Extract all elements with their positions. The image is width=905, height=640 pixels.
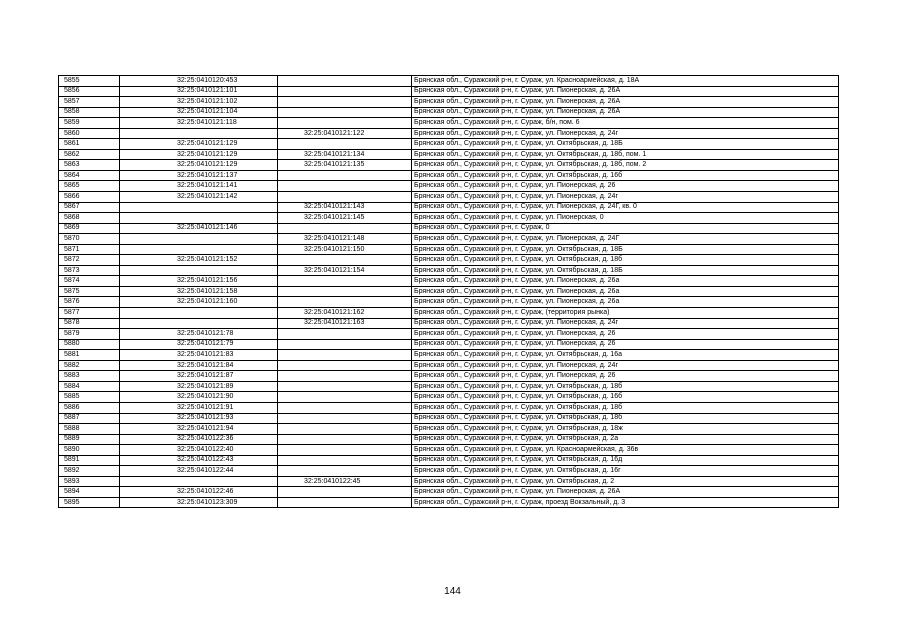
table-row [59,381,839,392]
cadastral-number-cell [120,476,278,487]
parent-cadastral-number-cell [278,466,412,477]
table-row [59,360,839,371]
address-cell: Брянская обл., Суражский р-н, г. Сураж, ул. Пионерская, д. 26А [412,86,839,97]
cadastral-number-cell: 32:25:0410121:90 [120,392,278,403]
row-number-cell: 5857 [59,97,120,108]
parent-cadastral-number-cell [278,413,412,424]
address-cell: Брянская обл., Суражский р-н, г. Сураж, ул. Пионерская, д. 26а [412,276,839,287]
address-cell: Брянская обл., Суражский р-н, г. Сураж, проезд Вокзальный, д. 3 [412,497,839,508]
table-row [59,107,839,118]
cadastral-number-cell [120,213,278,224]
table-row [59,149,839,160]
address-cell: Брянская обл., Суражский р-н, г. Сураж, ул. Октябрьская, д. 16д [412,455,839,466]
row-number-cell: 5886 [59,402,120,413]
address-cell: Брянская обл., Суражский р-н, г. Сураж, ул. Октябрьская, д. 2а [412,434,839,445]
parent-cadastral-number-cell [278,76,412,87]
cadastral-number-cell: 32:25:0410121:91 [120,402,278,413]
cadastral-number-cell: 32:25:0410120:453 [120,76,278,87]
row-number-cell: 5874 [59,276,120,287]
table-row [59,255,839,266]
table-row [59,118,839,129]
address-cell: Брянская обл., Суражский р-н, г. Сураж, ул. Пионерская, д. 24г [412,192,839,203]
row-number-cell: 5892 [59,466,120,477]
table-row [59,497,839,508]
row-number-cell: 5880 [59,339,120,350]
parent-cadastral-number-cell [278,276,412,287]
cadastral-number-cell [120,318,278,329]
cadastral-number-cell [120,234,278,245]
row-number-cell: 5871 [59,244,120,255]
parent-cadastral-number-cell [278,255,412,266]
table-row [59,139,839,150]
parent-cadastral-number-cell: 32:25:0410121:150 [278,244,412,255]
cadastral-number-cell: 32:25:0410121:160 [120,297,278,308]
parent-cadastral-number-cell [278,339,412,350]
cadastral-number-cell: 32:25:0410122:44 [120,466,278,477]
cadastral-number-cell: 32:25:0410121:137 [120,170,278,181]
address-cell: Брянская обл., Суражский р-н, г. Сураж, ул. Пионерская, д. 24Г, кв. 0 [412,202,839,213]
cadastral-number-cell: 32:25:0410121:141 [120,181,278,192]
cadastral-table-body [59,76,839,508]
row-number-cell: 5870 [59,234,120,245]
table-row [59,76,839,87]
table-row [59,424,839,435]
table-row [59,318,839,329]
table-row [59,202,839,213]
table-row [59,413,839,424]
parent-cadastral-number-cell: 32:25:0410121:134 [278,149,412,160]
parent-cadastral-number-cell [278,118,412,129]
table-row [59,392,839,403]
page-number: 144 [444,586,461,597]
cadastral-number-cell: 32:25:0410121:87 [120,371,278,382]
parent-cadastral-number-cell [278,170,412,181]
row-number-cell: 5868 [59,213,120,224]
parent-cadastral-number-cell: 32:25:0410121:163 [278,318,412,329]
parent-cadastral-number-cell [278,181,412,192]
parent-cadastral-number-cell [278,402,412,413]
cadastral-number-cell: 32:25:0410122:40 [120,445,278,456]
table-row [59,350,839,361]
cadastral-number-cell: 32:25:0410121:83 [120,350,278,361]
address-cell: Брянская обл., Суражский р-н, г. Сураж, ул. Октябрьская, д. 2 [412,476,839,487]
row-number-cell: 5878 [59,318,120,329]
parent-cadastral-number-cell [278,139,412,150]
cadastral-number-cell: 32:25:0410121:152 [120,255,278,266]
row-number-cell: 5872 [59,255,120,266]
cadastral-number-cell: 32:25:0410121:102 [120,97,278,108]
parent-cadastral-number-cell [278,371,412,382]
parent-cadastral-number-cell [278,297,412,308]
table-row [59,487,839,498]
address-cell: Брянская обл., Суражский р-н, г. Сураж, ул. Пионерская, д. 26 [412,371,839,382]
parent-cadastral-number-cell: 32:25:0410121:148 [278,234,412,245]
parent-cadastral-number-cell: 32:25:0410121:162 [278,308,412,319]
table-row [59,192,839,203]
row-number-cell: 5865 [59,181,120,192]
address-cell: Брянская обл., Суражский р-н, г. Сураж, ул. Пионерская, д. 26А [412,487,839,498]
table-row [59,308,839,319]
table-row [59,434,839,445]
cadastral-number-cell [120,202,278,213]
table-row [59,297,839,308]
address-cell: Брянская обл., Суражский р-н, г. Сураж, ул. Октябрьская, д. 18б [412,413,839,424]
table-row [59,286,839,297]
table-row [59,181,839,192]
cadastral-number-cell: 32:25:0410121:129 [120,139,278,150]
row-number-cell: 5888 [59,424,120,435]
row-number-cell: 5889 [59,434,120,445]
parent-cadastral-number-cell: 32:25:0410121:154 [278,265,412,276]
parent-cadastral-number-cell [278,445,412,456]
row-number-cell: 5858 [59,107,120,118]
address-cell: Брянская обл., Суражский р-н, г. Сураж, ул. Пионерская, д. 26А [412,97,839,108]
parent-cadastral-number-cell [278,487,412,498]
address-cell: Брянская обл., Суражский р-н, г. Сураж, ул. Октябрьская, д. 18б, пом. 2 [412,160,839,171]
cadastral-number-cell: 32:25:0410121:129 [120,149,278,160]
address-cell: Брянская обл., Суражский р-н, г. Сураж, ул. Пионерская, д. 26а [412,286,839,297]
parent-cadastral-number-cell [278,434,412,445]
parent-cadastral-number-cell [278,97,412,108]
row-number-cell: 5882 [59,360,120,371]
address-cell: Брянская обл., Суражский р-н, г. Сураж, ул. Пионерская, д. 24г [412,360,839,371]
cadastral-number-cell: 32:25:0410121:89 [120,381,278,392]
cadastral-number-cell [120,128,278,139]
parent-cadastral-number-cell [278,86,412,97]
row-number-cell: 5876 [59,297,120,308]
address-cell: Брянская обл., Суражский р-н, г. Сураж, ул. Пионерская, д. 26 [412,329,839,340]
parent-cadastral-number-cell [278,286,412,297]
parent-cadastral-number-cell [278,424,412,435]
parent-cadastral-number-cell [278,329,412,340]
row-number-cell: 5863 [59,160,120,171]
row-number-cell: 5891 [59,455,120,466]
row-number-cell: 5887 [59,413,120,424]
address-cell: Брянская обл., Суражский р-н, г. Сураж, ул. Пионерская, д. 26а [412,297,839,308]
row-number-cell: 5877 [59,308,120,319]
parent-cadastral-number-cell: 32:25:0410121:145 [278,213,412,224]
cadastral-number-cell [120,265,278,276]
cadastral-number-cell: 32:25:0410121:129 [120,160,278,171]
table-row [59,276,839,287]
row-number-cell: 5895 [59,497,120,508]
cadastral-number-cell: 32:25:0410122:46 [120,487,278,498]
address-cell: Брянская обл., Суражский р-н, г. Сураж, ул. Пионерская, 0 [412,213,839,224]
row-number-cell: 5893 [59,476,120,487]
parent-cadastral-number-cell [278,107,412,118]
row-number-cell: 5873 [59,265,120,276]
cadastral-number-cell: 32:25:0410121:158 [120,286,278,297]
address-cell: Брянская обл., Суражский р-н, г. Сураж, ул. Октябрьская, д. 16а [412,350,839,361]
row-number-cell: 5861 [59,139,120,150]
table-row [59,97,839,108]
table-row [59,244,839,255]
cadastral-number-cell: 32:25:0410121:146 [120,223,278,234]
parent-cadastral-number-cell: 32:25:0410122:45 [278,476,412,487]
address-cell: Брянская обл., Суражский р-н, г. Сураж, ул. Пионерская, д. 26А [412,107,839,118]
table-row [59,371,839,382]
parent-cadastral-number-cell: 32:25:0410121:122 [278,128,412,139]
address-cell: Брянская обл., Суражский р-н, г. Сураж, ул. Октябрьская, д. 18б [412,381,839,392]
address-cell: Брянская обл., Суражский р-н, г. Сураж, ул. Пионерская, д. 26 [412,181,839,192]
cadastral-number-cell: 32:25:0410121:93 [120,413,278,424]
row-number-cell: 5884 [59,381,120,392]
address-cell: Брянская обл., Суражский р-н, г. Сураж, ул. Октябрьская, д. 18б [412,255,839,266]
row-number-cell: 5890 [59,445,120,456]
cadastral-number-cell: 32:25:0410121:156 [120,276,278,287]
cadastral-number-cell: 32:25:0410123:309 [120,497,278,508]
table-row [59,170,839,181]
cadastral-number-cell: 32:25:0410122:43 [120,455,278,466]
row-number-cell: 5867 [59,202,120,213]
address-cell: Брянская обл., Суражский р-н, г. Сураж, ул. Красноармейская, д. 36в [412,445,839,456]
address-cell: Брянская обл., Суражский р-н, г. Сураж, ул. Октябрьская, д. 16б [412,392,839,403]
cadastral-number-cell: 32:25:0410121:79 [120,339,278,350]
parent-cadastral-number-cell: 32:25:0410121:135 [278,160,412,171]
table-row [59,265,839,276]
table-row [59,213,839,224]
row-number-cell: 5855 [59,76,120,87]
cadastral-table [58,75,839,508]
address-cell: Брянская обл., Суражский р-н, г. Сураж, ул. Октябрьская, д. 18ж [412,424,839,435]
address-cell: Брянская обл., Суражский р-н, г. Сураж, ул. Пионерская, д. 24г [412,318,839,329]
table-row [59,466,839,477]
table-row [59,160,839,171]
table-row [59,329,839,340]
cadastral-number-cell: 32:25:0410121:142 [120,192,278,203]
address-cell: Брянская обл., Суражский р-н, г. Сураж, ул. Октябрьская, д. 18б, пом. 1 [412,149,839,160]
address-cell: Брянская обл., Суражский р-н, г. Сураж, б/н, пом. 6 [412,118,839,129]
table-row [59,86,839,97]
table-row [59,476,839,487]
cadastral-number-cell: 32:25:0410122:36 [120,434,278,445]
cadastral-number-cell [120,308,278,319]
cadastral-number-cell: 32:25:0410121:104 [120,107,278,118]
row-number-cell: 5879 [59,329,120,340]
parent-cadastral-number-cell [278,381,412,392]
table-row [59,445,839,456]
table-row [59,402,839,413]
row-number-cell: 5883 [59,371,120,382]
parent-cadastral-number-cell [278,192,412,203]
row-number-cell: 5869 [59,223,120,234]
row-number-cell: 5881 [59,350,120,361]
cadastral-number-cell [120,244,278,255]
row-number-cell: 5875 [59,286,120,297]
row-number-cell: 5894 [59,487,120,498]
row-number-cell: 5864 [59,170,120,181]
parent-cadastral-number-cell [278,455,412,466]
cadastral-number-cell: 32:25:0410121:101 [120,86,278,97]
parent-cadastral-number-cell [278,392,412,403]
address-cell: Брянская обл., Суражский р-н, г. Сураж, ул. Пионерская, д. 26 [412,339,839,350]
address-cell: Брянская обл., Суражский р-н, г. Сураж, ул. Октябрьская, д. 16б [412,170,839,181]
address-cell: Брянская обл., Суражский р-н, г. Сураж, ул. Октябрьская, д. 16г [412,466,839,477]
parent-cadastral-number-cell: 32:25:0410121:143 [278,202,412,213]
address-cell: Брянская обл., Суражский р-н, г. Сураж, ул. Октябрьская, д. 18Б [412,139,839,150]
address-cell: Брянская обл., Суражский р-н, г. Сураж, ул. Октябрьская, д. 18Б [412,244,839,255]
row-number-cell: 5859 [59,118,120,129]
row-number-cell: 5866 [59,192,120,203]
table-row [59,339,839,350]
row-number-cell: 5860 [59,128,120,139]
cadastral-number-cell: 32:25:0410121:78 [120,329,278,340]
parent-cadastral-number-cell [278,497,412,508]
row-number-cell: 5856 [59,86,120,97]
address-cell: Брянская обл., Суражский р-н, г. Сураж, ул. Октябрьская, д. 18б [412,402,839,413]
table-row [59,234,839,245]
row-number-cell: 5885 [59,392,120,403]
address-cell: Брянская обл., Суражский р-н, г. Сураж, 0 [412,223,839,234]
address-cell: Брянская обл., Суражский р-н, г. Сураж, ул. Пионерская, д. 24г [412,128,839,139]
parent-cadastral-number-cell [278,350,412,361]
table-row [59,128,839,139]
table-row [59,455,839,466]
parent-cadastral-number-cell [278,223,412,234]
address-cell: Брянская обл., Суражский р-н, г. Сураж, ул. Пионерская, д. 24Г [412,234,839,245]
address-cell: Брянская обл., Суражский р-н, г. Сураж, ул. Красноармейская, д. 18А [412,76,839,87]
table-row [59,223,839,234]
address-cell: Брянская обл., Суражский р-н, г. Сураж, (территория рынка) [412,308,839,319]
cadastral-number-cell: 32:25:0410121:84 [120,360,278,371]
address-cell: Брянская обл., Суражский р-н, г. Сураж, ул. Октябрьская, д. 18Б [412,265,839,276]
cadastral-number-cell: 32:25:0410121:118 [120,118,278,129]
row-number-cell: 5862 [59,149,120,160]
parent-cadastral-number-cell [278,360,412,371]
cadastral-number-cell: 32:25:0410121:94 [120,424,278,435]
